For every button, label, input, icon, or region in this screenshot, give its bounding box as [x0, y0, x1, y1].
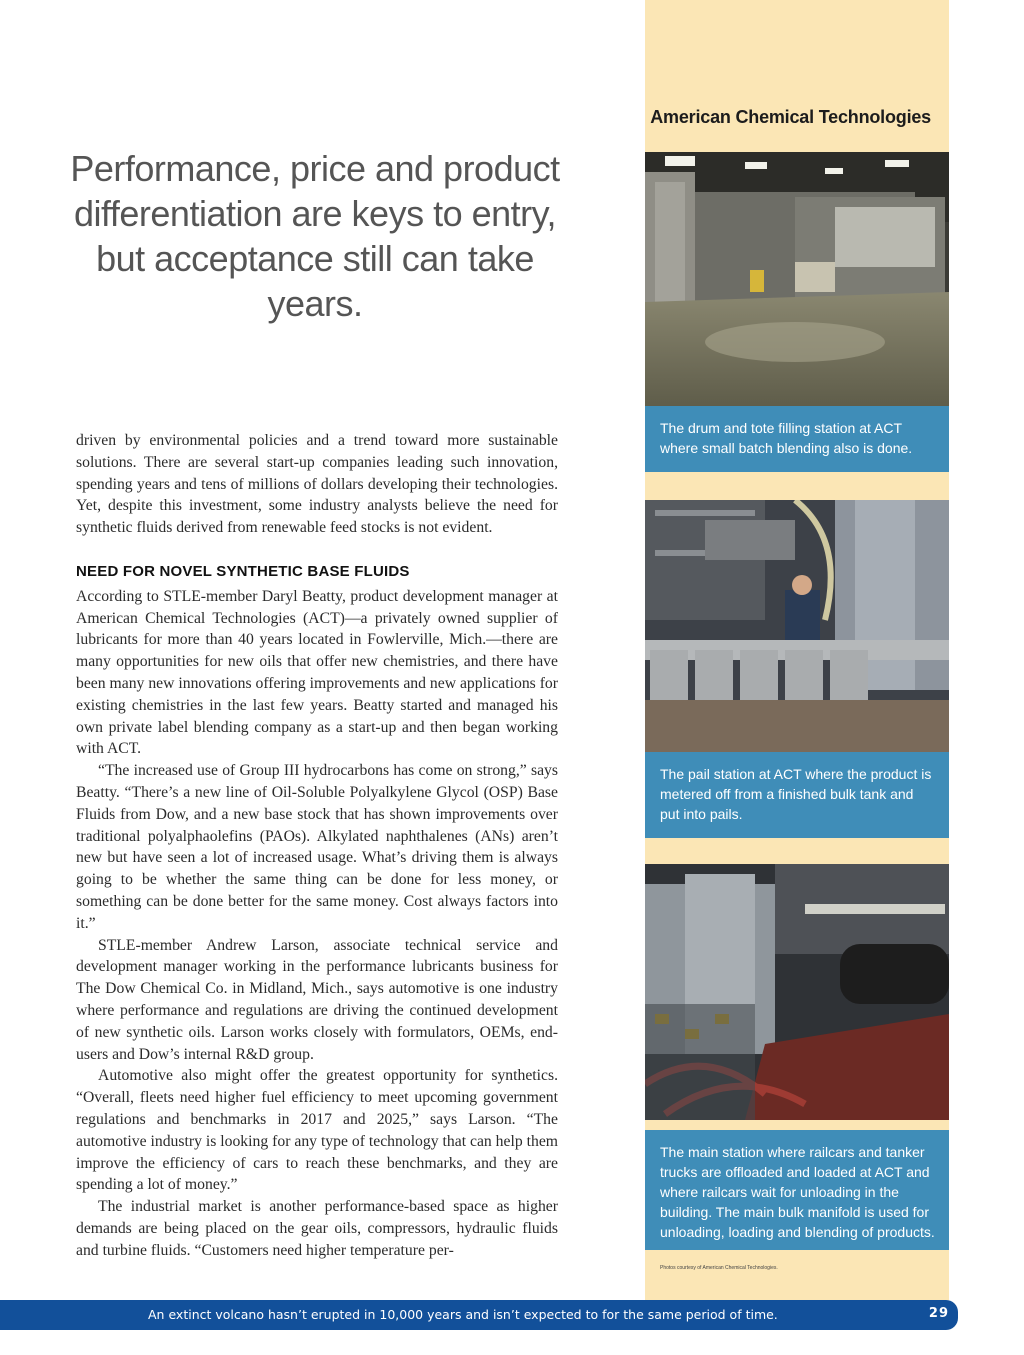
pail-station-photo: [645, 500, 949, 752]
photo-caption: The drum and tote filling station at ACT where small batch blending also is done.: [645, 406, 949, 472]
sidebar-title: American Chemical Technologies: [650, 107, 931, 127]
paragraph: According to STLE-member Daryl Beatty, product development manager at American Chemical Technologies (ACT)—a privately owned supplier of lubricants for more than 40 years located in Fowlerville, Mich.—there are many opportunities for new oils that offer new chemistries, and there have been many new innovations offering improvements and new applications for existing chemistries in the last few years. Beatty started and managed his own private label blending company as a start-up and then began working with ACT.: [76, 587, 558, 758]
paragraph: “The increased use of Group III hydrocarbons has come on strong,” says Beatty. “There’s a new line of Oil-Soluble Polyalkylene Glycol (OSP) Base Fluids from Dow, and a new base stock that has shown improvements over traditional polyalphaolefins (PAOs). Alkylated naphthalenes (ANs) aren’t new but have seen a lot of increased usage. What’s driving them is always going to be whether the same thing can be done for less money, or something can be done better for the same money. Cost always factors into it.”: [76, 762, 558, 932]
footer-bar: [0, 1300, 958, 1330]
pull-quote: Performance, price and product differentiation are keys to entry, but acceptance still can take years.: [70, 148, 560, 324]
photo-caption: The pail station at ACT where the product is metered off from a finished bulk tank and put into pails.: [645, 752, 949, 838]
photo-sidebar: [645, 0, 949, 1300]
photo-credit: Photos courtesy of American Chemical Technologies.: [660, 1265, 778, 1271]
paragraph: Automotive also might offer the greatest opportunity for synthetics. “Overall, fleets need higher fuel efficiency to meet upcoming government regulations and benchmarks in 2017 and 2025,” says Larson. “The automotive industry is looking for any type of technology that can help them improve the efficiency of cars to reach these benchmarks, and they are spending a lot of money.”: [76, 1067, 558, 1194]
page-number: 29: [928, 1306, 949, 1321]
paragraph: STLE-member Andrew Larson, associate technical service and development manager working in the performance lubricants business for The Dow Chemical Co. in Midland, Mich., says automotive is one industry where performance and regulations are driving the continued development of new synthetic oils. Larson works closely with formulators, OEMs, end-users and Dow’s internal R&D group.: [76, 936, 558, 1063]
photo-caption: The main station where railcars and tanker trucks are offloaded and loaded at ACT and where railcars wait for unloading in the building. The main bulk manifold is used for unloading, loading and blending of products.: [645, 1130, 949, 1250]
section-heading: NEED FOR NOVEL SYNTHETIC BASE FLUIDS: [76, 562, 410, 580]
article-body: [76, 430, 558, 1261]
paragraph: driven by environmental policies and a trend toward more sustainable solutions. There are several start-up companies leading such innovation, spending years and tens of millions of dollars developing their technologies. Yet, despite this investment, some industry analysts believe the need for synthetic fluids derived from renewable feed stocks is not evident.: [76, 432, 558, 537]
paragraph: The industrial market is another performance-based space as higher demands are being placed on the gear oils, compressors, hydraulic fluids and turbine fluids. “Customers need higher temperature per-: [76, 1198, 558, 1259]
footer-fact: An extinct volcano hasn’t erupted in 10,000 years and isn’t expected to for the same period of time.: [148, 1307, 778, 1322]
warehouse-photo: [645, 152, 949, 406]
railcar-station-photo: [645, 864, 949, 1120]
